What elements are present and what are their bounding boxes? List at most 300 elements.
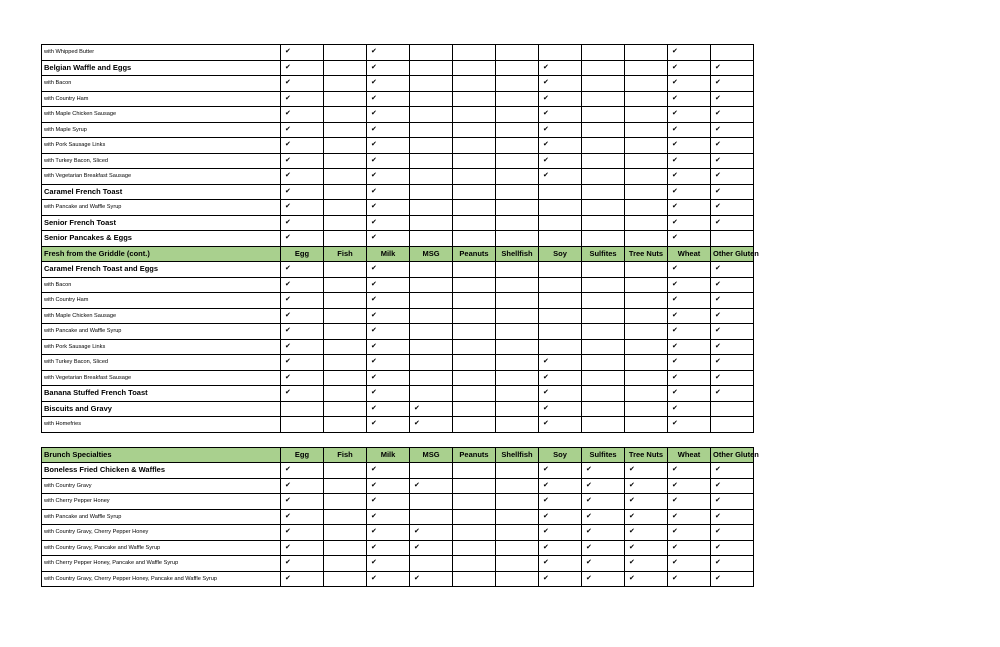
empty-cell — [324, 308, 367, 324]
menu-item-name: with Country Ham — [42, 91, 281, 107]
check-mark-icon: ✔ — [539, 525, 582, 541]
empty-cell — [324, 231, 367, 247]
check-mark-icon: ✔ — [539, 60, 582, 76]
empty-cell — [453, 60, 496, 76]
allergen-header-cell: Tree Nuts — [625, 447, 668, 463]
spacer-cell — [42, 432, 754, 447]
check-mark-icon: ✔ — [711, 169, 754, 185]
empty-cell — [582, 277, 625, 293]
empty-cell — [324, 293, 367, 309]
empty-cell — [324, 324, 367, 340]
empty-cell — [410, 107, 453, 123]
check-mark-icon: ✔ — [668, 107, 711, 123]
empty-cell — [324, 200, 367, 216]
check-mark-icon: ✔ — [539, 401, 582, 417]
menu-subitem-row — [42, 478, 754, 494]
menu-item-name: with Homefries — [42, 417, 281, 433]
empty-cell — [453, 45, 496, 61]
menu-item-name: with Country Gravy, Cherry Pepper Honey — [42, 525, 281, 541]
empty-cell — [582, 417, 625, 433]
empty-cell — [410, 308, 453, 324]
empty-cell — [539, 215, 582, 231]
check-mark-icon: ✔ — [367, 76, 410, 92]
empty-cell — [453, 262, 496, 278]
empty-cell — [496, 324, 539, 340]
check-mark-icon: ✔ — [668, 556, 711, 572]
menu-item-row — [42, 463, 754, 479]
empty-cell — [496, 386, 539, 402]
check-mark-icon: ✔ — [625, 540, 668, 556]
check-mark-icon: ✔ — [281, 355, 324, 371]
check-mark-icon: ✔ — [410, 417, 453, 433]
empty-cell — [625, 401, 668, 417]
allergen-header-cell: MSG — [410, 246, 453, 262]
allergen-header-cell: Soy — [539, 246, 582, 262]
empty-cell — [539, 339, 582, 355]
check-mark-icon: ✔ — [281, 540, 324, 556]
check-mark-icon: ✔ — [711, 308, 754, 324]
empty-cell — [324, 478, 367, 494]
empty-cell — [453, 324, 496, 340]
allergen-header-cell: Milk — [367, 447, 410, 463]
allergen-header-cell: Tree Nuts — [625, 246, 668, 262]
check-mark-icon: ✔ — [281, 107, 324, 123]
check-mark-icon: ✔ — [281, 571, 324, 587]
section-spacer — [42, 432, 754, 447]
check-mark-icon: ✔ — [281, 277, 324, 293]
empty-cell — [453, 293, 496, 309]
empty-cell — [625, 308, 668, 324]
check-mark-icon: ✔ — [367, 571, 410, 587]
check-mark-icon: ✔ — [539, 556, 582, 572]
check-mark-icon: ✔ — [281, 200, 324, 216]
empty-cell — [410, 262, 453, 278]
menu-item-name: with Country Gravy, Cherry Pepper Honey, Pancake and Waffle Syrup — [42, 571, 281, 587]
empty-cell — [625, 293, 668, 309]
check-mark-icon: ✔ — [367, 509, 410, 525]
check-mark-icon: ✔ — [410, 478, 453, 494]
check-mark-icon: ✔ — [582, 494, 625, 510]
check-mark-icon: ✔ — [668, 184, 711, 200]
check-mark-icon: ✔ — [668, 571, 711, 587]
menu-subitem-row — [42, 91, 754, 107]
check-mark-icon: ✔ — [582, 509, 625, 525]
empty-cell — [496, 525, 539, 541]
empty-cell — [453, 509, 496, 525]
empty-cell — [453, 463, 496, 479]
check-mark-icon: ✔ — [367, 478, 410, 494]
menu-subitem-row — [42, 494, 754, 510]
check-mark-icon: ✔ — [281, 91, 324, 107]
check-mark-icon: ✔ — [539, 169, 582, 185]
menu-item-name: with Country Gravy, Pancake and Waffle Syrup — [42, 540, 281, 556]
empty-cell — [496, 370, 539, 386]
check-mark-icon: ✔ — [367, 169, 410, 185]
empty-cell — [324, 138, 367, 154]
check-mark-icon: ✔ — [668, 138, 711, 154]
check-mark-icon: ✔ — [711, 184, 754, 200]
empty-cell — [582, 91, 625, 107]
empty-cell — [582, 76, 625, 92]
menu-item-name: with Pancake and Waffle Syrup — [42, 509, 281, 525]
empty-cell — [539, 184, 582, 200]
check-mark-icon: ✔ — [711, 386, 754, 402]
empty-cell — [453, 277, 496, 293]
empty-cell — [453, 571, 496, 587]
empty-cell — [582, 324, 625, 340]
empty-cell — [582, 184, 625, 200]
check-mark-icon: ✔ — [539, 463, 582, 479]
empty-cell — [496, 184, 539, 200]
check-mark-icon: ✔ — [625, 478, 668, 494]
menu-item-name: with Maple Chicken Sausage — [42, 308, 281, 324]
menu-subitem-row — [42, 540, 754, 556]
allergen-header-cell: Shellfish — [496, 447, 539, 463]
check-mark-icon: ✔ — [668, 509, 711, 525]
allergen-header-cell: Egg — [281, 447, 324, 463]
check-mark-icon: ✔ — [668, 494, 711, 510]
allergen-header-cell: Shellfish — [496, 246, 539, 262]
check-mark-icon: ✔ — [367, 308, 410, 324]
menu-item-name: with Country Ham — [42, 293, 281, 309]
empty-cell — [625, 45, 668, 61]
check-mark-icon: ✔ — [367, 339, 410, 355]
check-mark-icon: ✔ — [367, 107, 410, 123]
empty-cell — [324, 60, 367, 76]
empty-cell — [625, 386, 668, 402]
check-mark-icon: ✔ — [281, 308, 324, 324]
empty-cell — [496, 355, 539, 371]
empty-cell — [496, 277, 539, 293]
check-mark-icon: ✔ — [281, 494, 324, 510]
check-mark-icon: ✔ — [539, 540, 582, 556]
check-mark-icon: ✔ — [281, 293, 324, 309]
check-mark-icon: ✔ — [281, 138, 324, 154]
empty-cell — [324, 339, 367, 355]
empty-cell — [496, 308, 539, 324]
allergen-header-cell: MSG — [410, 447, 453, 463]
check-mark-icon: ✔ — [281, 262, 324, 278]
check-mark-icon: ✔ — [539, 91, 582, 107]
check-mark-icon: ✔ — [668, 262, 711, 278]
check-mark-icon: ✔ — [668, 200, 711, 216]
check-mark-icon: ✔ — [625, 463, 668, 479]
empty-cell — [582, 401, 625, 417]
check-mark-icon: ✔ — [582, 478, 625, 494]
menu-subitem-row — [42, 169, 754, 185]
empty-cell — [324, 184, 367, 200]
empty-cell — [324, 76, 367, 92]
empty-cell — [582, 308, 625, 324]
empty-cell — [496, 478, 539, 494]
check-mark-icon: ✔ — [539, 509, 582, 525]
empty-cell — [453, 339, 496, 355]
empty-cell — [453, 76, 496, 92]
empty-cell — [453, 525, 496, 541]
menu-item-name: Caramel French Toast — [42, 184, 281, 200]
empty-cell — [410, 45, 453, 61]
check-mark-icon: ✔ — [367, 417, 410, 433]
check-mark-icon: ✔ — [281, 60, 324, 76]
check-mark-icon: ✔ — [539, 355, 582, 371]
menu-item-name: with Bacon — [42, 277, 281, 293]
empty-cell — [496, 463, 539, 479]
section-header-row — [42, 246, 754, 262]
check-mark-icon: ✔ — [711, 525, 754, 541]
menu-item-name: Banana Stuffed French Toast — [42, 386, 281, 402]
menu-item-name: with Maple Chicken Sausage — [42, 107, 281, 123]
check-mark-icon: ✔ — [711, 556, 754, 572]
menu-subitem-row — [42, 370, 754, 386]
check-mark-icon: ✔ — [668, 91, 711, 107]
allergen-header-cell: Fish — [324, 447, 367, 463]
empty-cell — [496, 262, 539, 278]
empty-cell — [539, 308, 582, 324]
check-mark-icon: ✔ — [281, 169, 324, 185]
check-mark-icon: ✔ — [367, 293, 410, 309]
menu-item-row — [42, 231, 754, 247]
check-mark-icon: ✔ — [711, 494, 754, 510]
empty-cell — [496, 231, 539, 247]
empty-cell — [324, 215, 367, 231]
check-mark-icon: ✔ — [281, 463, 324, 479]
empty-cell — [410, 277, 453, 293]
empty-cell — [453, 122, 496, 138]
check-mark-icon: ✔ — [367, 324, 410, 340]
check-mark-icon: ✔ — [582, 525, 625, 541]
check-mark-icon: ✔ — [539, 370, 582, 386]
check-mark-icon: ✔ — [367, 386, 410, 402]
menu-item-name: with Turkey Bacon, Sliced — [42, 355, 281, 371]
menu-subitem-row — [42, 293, 754, 309]
check-mark-icon: ✔ — [367, 45, 410, 61]
check-mark-icon: ✔ — [539, 76, 582, 92]
check-mark-icon: ✔ — [367, 200, 410, 216]
empty-cell — [453, 556, 496, 572]
empty-cell — [281, 401, 324, 417]
empty-cell — [410, 324, 453, 340]
empty-cell — [453, 386, 496, 402]
allergen-header-cell: Wheat — [668, 246, 711, 262]
empty-cell — [453, 153, 496, 169]
allergen-table-body — [42, 45, 759, 587]
empty-cell — [582, 122, 625, 138]
check-mark-icon: ✔ — [281, 509, 324, 525]
check-mark-icon: ✔ — [367, 494, 410, 510]
empty-cell — [410, 122, 453, 138]
check-mark-icon: ✔ — [668, 76, 711, 92]
menu-item-name: Senior French Toast — [42, 215, 281, 231]
empty-cell — [496, 293, 539, 309]
check-mark-icon: ✔ — [367, 60, 410, 76]
check-mark-icon: ✔ — [668, 525, 711, 541]
empty-cell — [410, 339, 453, 355]
empty-cell — [539, 231, 582, 247]
empty-cell — [453, 308, 496, 324]
check-mark-icon: ✔ — [625, 509, 668, 525]
check-mark-icon: ✔ — [281, 184, 324, 200]
check-mark-icon: ✔ — [711, 91, 754, 107]
menu-item-name: with Turkey Bacon, Sliced — [42, 153, 281, 169]
empty-cell — [324, 107, 367, 123]
check-mark-icon: ✔ — [711, 200, 754, 216]
allergen-header-cell: Sulfites — [582, 246, 625, 262]
empty-cell — [625, 277, 668, 293]
check-mark-icon: ✔ — [367, 540, 410, 556]
menu-item-name: with Vegetarian Breakfast Sausage — [42, 169, 281, 185]
check-mark-icon: ✔ — [539, 417, 582, 433]
check-mark-icon: ✔ — [625, 525, 668, 541]
empty-cell — [625, 339, 668, 355]
menu-subitem-row — [42, 324, 754, 340]
empty-cell — [496, 417, 539, 433]
empty-cell — [324, 401, 367, 417]
check-mark-icon: ✔ — [281, 339, 324, 355]
empty-cell — [582, 339, 625, 355]
empty-cell — [582, 293, 625, 309]
section-title: Fresh from the Griddle (cont.) — [42, 246, 281, 262]
empty-cell — [496, 200, 539, 216]
check-mark-icon: ✔ — [281, 324, 324, 340]
check-mark-icon: ✔ — [367, 525, 410, 541]
check-mark-icon: ✔ — [625, 571, 668, 587]
empty-cell — [496, 401, 539, 417]
menu-subitem-row — [42, 556, 754, 572]
check-mark-icon: ✔ — [582, 571, 625, 587]
menu-item-name: with Pork Sausage Links — [42, 339, 281, 355]
check-mark-icon: ✔ — [281, 45, 324, 61]
check-mark-icon: ✔ — [281, 478, 324, 494]
empty-cell — [582, 153, 625, 169]
check-mark-icon: ✔ — [711, 370, 754, 386]
check-mark-icon: ✔ — [367, 262, 410, 278]
empty-cell — [324, 370, 367, 386]
check-mark-icon: ✔ — [711, 293, 754, 309]
check-mark-icon: ✔ — [711, 138, 754, 154]
empty-cell — [582, 215, 625, 231]
empty-cell — [496, 540, 539, 556]
section-header-row — [42, 447, 754, 463]
empty-cell — [711, 401, 754, 417]
empty-cell — [324, 463, 367, 479]
check-mark-icon: ✔ — [711, 540, 754, 556]
empty-cell — [410, 231, 453, 247]
check-mark-icon: ✔ — [281, 386, 324, 402]
check-mark-icon: ✔ — [668, 401, 711, 417]
check-mark-icon: ✔ — [367, 91, 410, 107]
empty-cell — [496, 122, 539, 138]
empty-cell — [625, 215, 668, 231]
check-mark-icon: ✔ — [410, 401, 453, 417]
allergen-header-cell: Fish — [324, 246, 367, 262]
allergen-header-cell: Wheat — [668, 447, 711, 463]
menu-item-name: with Maple Syrup — [42, 122, 281, 138]
check-mark-icon: ✔ — [539, 386, 582, 402]
menu-item-name: with Bacon — [42, 76, 281, 92]
empty-cell — [410, 509, 453, 525]
empty-cell — [496, 107, 539, 123]
empty-cell — [453, 370, 496, 386]
menu-subitem-row — [42, 153, 754, 169]
menu-item-row — [42, 60, 754, 76]
empty-cell — [625, 231, 668, 247]
check-mark-icon: ✔ — [539, 571, 582, 587]
check-mark-icon: ✔ — [367, 231, 410, 247]
empty-cell — [496, 153, 539, 169]
menu-item-name: with Cherry Pepper Honey, Pancake and Waffle Syrup — [42, 556, 281, 572]
check-mark-icon: ✔ — [281, 525, 324, 541]
check-mark-icon: ✔ — [281, 215, 324, 231]
empty-cell — [324, 91, 367, 107]
check-mark-icon: ✔ — [668, 169, 711, 185]
check-mark-icon: ✔ — [668, 324, 711, 340]
empty-cell — [324, 525, 367, 541]
check-mark-icon: ✔ — [281, 153, 324, 169]
empty-cell — [496, 76, 539, 92]
empty-cell — [496, 215, 539, 231]
check-mark-icon: ✔ — [582, 463, 625, 479]
menu-item-row — [42, 184, 754, 200]
check-mark-icon: ✔ — [410, 571, 453, 587]
empty-cell — [324, 169, 367, 185]
empty-cell — [539, 45, 582, 61]
empty-cell — [324, 494, 367, 510]
menu-subitem-row — [42, 417, 754, 433]
empty-cell — [625, 91, 668, 107]
allergen-header-cell: Peanuts — [453, 447, 496, 463]
check-mark-icon: ✔ — [281, 231, 324, 247]
check-mark-icon: ✔ — [367, 122, 410, 138]
menu-item-name: Boneless Fried Chicken & Waffles — [42, 463, 281, 479]
empty-cell — [496, 339, 539, 355]
empty-cell — [453, 478, 496, 494]
empty-cell — [625, 107, 668, 123]
empty-cell — [582, 60, 625, 76]
menu-subitem-row — [42, 122, 754, 138]
check-mark-icon: ✔ — [367, 556, 410, 572]
check-mark-icon: ✔ — [711, 509, 754, 525]
check-mark-icon: ✔ — [367, 184, 410, 200]
empty-cell — [453, 231, 496, 247]
check-mark-icon: ✔ — [625, 556, 668, 572]
check-mark-icon: ✔ — [668, 122, 711, 138]
empty-cell — [453, 169, 496, 185]
empty-cell — [453, 494, 496, 510]
check-mark-icon: ✔ — [668, 386, 711, 402]
check-mark-icon: ✔ — [668, 463, 711, 479]
empty-cell — [582, 45, 625, 61]
empty-cell — [582, 262, 625, 278]
check-mark-icon: ✔ — [711, 215, 754, 231]
menu-item-name: with Vegetarian Breakfast Sausage — [42, 370, 281, 386]
check-mark-icon: ✔ — [668, 215, 711, 231]
empty-cell — [711, 45, 754, 61]
check-mark-icon: ✔ — [711, 153, 754, 169]
empty-cell — [625, 60, 668, 76]
check-mark-icon: ✔ — [668, 355, 711, 371]
empty-cell — [582, 107, 625, 123]
check-mark-icon: ✔ — [668, 339, 711, 355]
check-mark-icon: ✔ — [711, 107, 754, 123]
empty-cell — [410, 494, 453, 510]
empty-cell — [539, 262, 582, 278]
check-mark-icon: ✔ — [668, 417, 711, 433]
check-mark-icon: ✔ — [711, 277, 754, 293]
check-mark-icon: ✔ — [367, 463, 410, 479]
empty-cell — [496, 571, 539, 587]
check-mark-icon: ✔ — [668, 277, 711, 293]
menu-subitem-row — [42, 571, 754, 587]
